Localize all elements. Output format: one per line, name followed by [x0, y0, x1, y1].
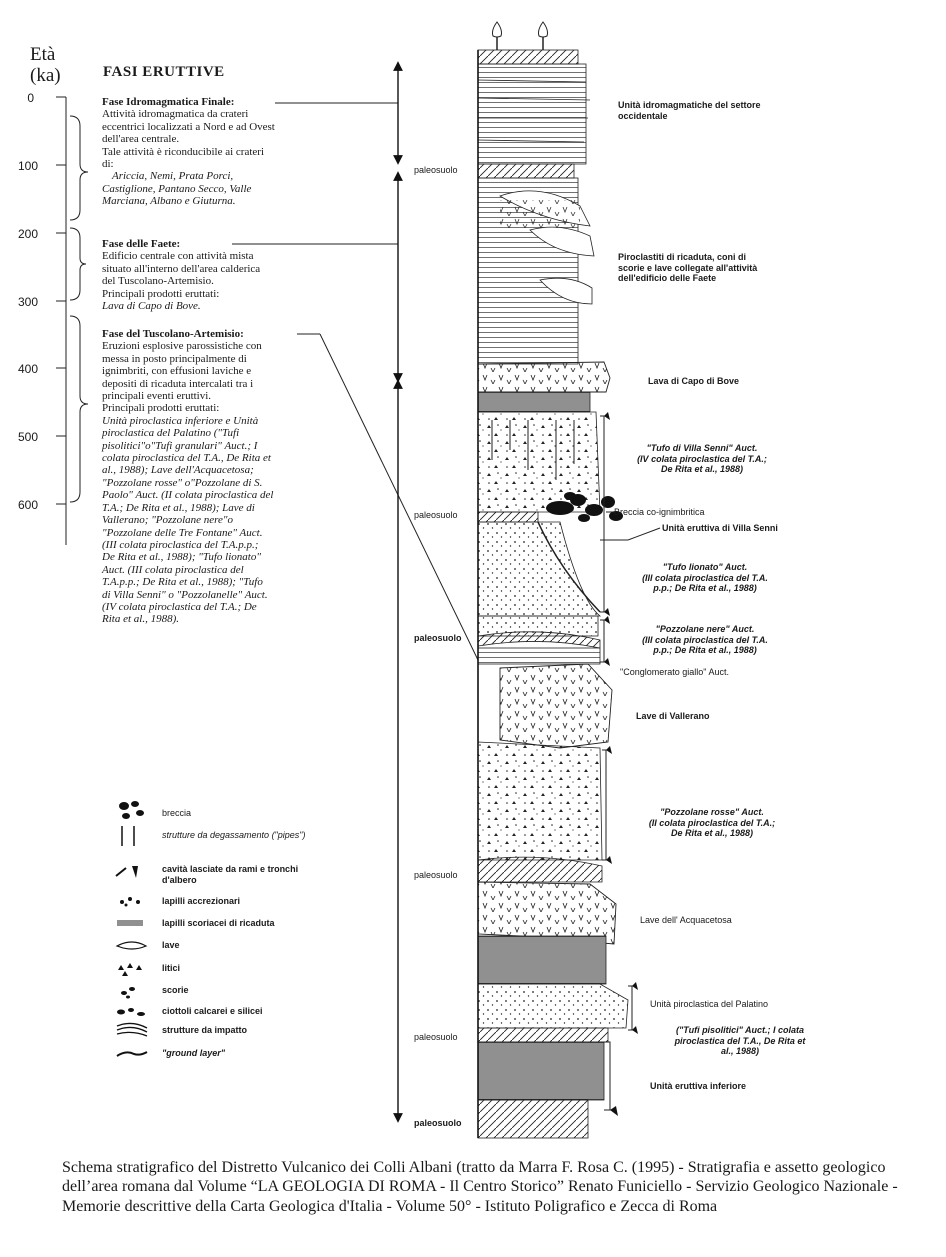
phase-title: Fase Idromagmatica Finale: [102, 96, 235, 108]
phase-line: messa in posto principalmente di [102, 352, 247, 365]
unit-line: ("Tufi pisolitici" Auct.; I colata [675, 1025, 805, 1035]
phase-line: ignimbriti, con effusioni laviche e [102, 365, 252, 378]
phase-line: Tale attività è riconducibile ai crateri [102, 145, 265, 158]
phase-line: al., 1988); Lave dell'Acquacetosa; [102, 464, 254, 477]
lava-icon [117, 942, 146, 949]
legend-label-scoria-lapilli: lapilli scoriacei di ricaduta [162, 918, 275, 928]
unit-label-idromagmatiche [618, 100, 808, 121]
stratigraphic-column [478, 22, 628, 1138]
phase-line: "Pozzolane delle Tre Fontane" Auct. [102, 526, 263, 539]
scoria-lapilli-icon [117, 920, 143, 926]
brace-tuscolano [70, 316, 88, 502]
phase-line: Principali prodotti eruttati: [102, 402, 220, 415]
age-tick-300: 300 [17, 295, 38, 309]
unit-label-tufo-lionato [610, 562, 800, 594]
ground-layer-icon [117, 1052, 147, 1056]
unit-label-villa-senni [662, 523, 882, 534]
unit-line: Lava di Capo di Bove [648, 376, 740, 386]
legend-label-pipes: strutture da degassamento ("pipes") [162, 830, 306, 840]
unit-line: De Rita et al., 1988) [660, 464, 744, 474]
legend-icons [116, 801, 147, 1056]
unit-label-eruttiva-inferiore [650, 1081, 830, 1092]
unit-line: piroclastica del T.A., De Rita et [674, 1035, 806, 1046]
phase-line: Auct. (III colata piroclastica del [102, 563, 244, 576]
legend-label-lava: lave [162, 940, 180, 950]
legend-label-accretionary: lapilli accrezionari [162, 896, 241, 906]
legend-label-lithics: litici [162, 963, 181, 973]
phase-line: dell'area centrale. [102, 133, 180, 146]
phase-line: Castiglione, Pantano Secco, Valle [102, 182, 252, 195]
unit-label-breccia [614, 507, 764, 518]
paleosuolo-label: paleosuolo [414, 510, 458, 520]
phases-title: FASI ERUTTIVE [103, 64, 225, 80]
phase-line: T.A.p.p.; De Rita et al., 1988); "Tufo [102, 576, 263, 589]
age-tick-200: 200 [17, 227, 38, 241]
phase-line: Unità piroclastica inferiore e Unità [102, 414, 259, 427]
phase-line: Paolo" Auct. (II colata piroclastica del [102, 489, 274, 502]
unit-line: occidentale [618, 110, 668, 121]
unit-line: Breccia co-ignimbritica [614, 507, 705, 517]
unit-line: Unità eruttiva inferiore [650, 1081, 747, 1091]
age-tick-100: 100 [17, 159, 38, 173]
unit-label-capo-di-bove [648, 376, 798, 387]
phase-line: pisolitici"o"Tufi granulari" Auct.; I [102, 439, 258, 452]
unit-label-pozzolane-rosse [612, 807, 812, 839]
paleosuolo-label: paleosuolo [414, 870, 458, 880]
phase-line: Eruzioni esplosive parossistiche con [102, 340, 262, 353]
legend-label-tree-cavity [162, 864, 298, 885]
legend-label-pebbles: ciottoli calcarei e silicei [162, 1006, 263, 1016]
phase-title: Fase del Tuscolano-Artemisio: [102, 328, 244, 340]
legend-label-impact: strutture da impatto [162, 1025, 248, 1035]
age-tick-400: 400 [17, 362, 38, 376]
phase-line: di Villa Senni" o "Pozzolanelle" Auct. [102, 588, 268, 601]
unit-label-faete [618, 252, 818, 284]
unit-line: (III colata piroclastica del T.A. [642, 634, 768, 645]
tree-cavity-icon [116, 866, 138, 878]
scoria-icon [121, 987, 135, 999]
unit-label-palatino [650, 999, 830, 1010]
unit-label-acquacetosa [640, 915, 800, 926]
unit-line: (III colata piroclastica del T.A. [642, 572, 768, 583]
tree-icon [493, 22, 502, 50]
phase-line: principali eventi eruttivi. [102, 390, 212, 403]
tree-icon [539, 22, 548, 50]
unit-label-vallerano [636, 711, 786, 722]
age-tick-0: 0 [27, 91, 34, 105]
unit-line: Lave dell' Acquacetosa [640, 915, 732, 925]
legend-label-line: cavità lasciate da rami e tronchi [162, 864, 299, 874]
pebbles-icon [117, 1008, 145, 1016]
phase-line: T.A.; De Rita et al., 1988); Lave di [102, 501, 255, 514]
paleosuolo-label: paleosuolo [414, 633, 462, 643]
unit-line: (II colata piroclastica del T.A.; [648, 817, 776, 828]
unit-line: dell'edificio delle Faete [618, 273, 717, 283]
phase-line: De Rita et al., 1988); "Tufo lionato" [102, 551, 261, 564]
unit-line: p.p.; De Rita et al., 1988) [653, 583, 757, 593]
unit-line: "Tufo lionato" Auct. [662, 562, 748, 572]
unit-line: scorie e lave collegate all'attività [618, 262, 758, 273]
age-tick-600: 600 [17, 498, 38, 512]
unit-line: p.p.; De Rita et al., 1988) [653, 645, 757, 655]
unit-line: "Tufo di Villa Senni" Auct. [646, 443, 758, 453]
phase-line: eccentrici localizzati a Nord e ad Ovest [102, 120, 275, 133]
legend-label-ground-layer: "ground layer" [162, 1048, 226, 1058]
paleosuolo-label: paleosuolo [414, 1032, 458, 1042]
breccia-icon [119, 801, 144, 819]
lithics-icon [118, 963, 142, 976]
phase-line: Lava di Capo di Bove. [102, 300, 201, 313]
paleosuolo-label: paleosuolo [414, 165, 458, 175]
unit-line: "Pozzolane rosse" Auct. [660, 807, 764, 817]
unit-line: "Pozzolane nere" Auct. [655, 624, 755, 634]
unit-line: Unità idromagmatiche del settore [618, 100, 761, 110]
phase-line: Rita et al., 1988). [102, 613, 179, 626]
brace-faete [70, 228, 86, 300]
phase-line: Ariccia, Nemi, Prata Porci, [112, 170, 234, 183]
figure-caption: Schema stratigrafico del Distretto Vulcanico dei Colli Albani (tratto da Marra F. Rosa C. (1995) - Stratigrafia e assetto geologico dell’area romana dal Volume “LA GEOLOGIA DI ROMA - Il Centro Storico” Renato Funiciello - Servizio Geologico Nazionale - Memorie descrittive della Carta Geologica d'Italia - Volume 50° - Istituto Poligrafico e Zecca di Roma [62, 1159, 898, 1215]
age-tick-500: 500 [17, 430, 38, 444]
legend-label-breccia: breccia [162, 808, 192, 818]
phase-line: di: [102, 158, 114, 171]
paleosuolo-label: paleosuolo [414, 1118, 462, 1128]
phase-line: "Pozzolane rosse" o"Pozzolane di S. [102, 476, 263, 489]
unit-line: Unità piroclastica del Palatino [650, 999, 769, 1009]
legend-label-scoria: scorie [162, 985, 189, 995]
unit-line: Lave di Vallerano [636, 711, 710, 721]
pipes-icon [122, 826, 134, 846]
unit-label-villa-senni-tuff [612, 443, 792, 475]
unit-line: Piroclastiti di ricaduta, coni di [618, 252, 747, 262]
phase-line: Attività idromagmatica da crateri [102, 108, 249, 121]
phase-title: Fase delle Faete: [102, 238, 181, 250]
unit-line: (IV colata piroclastica del T.A.; [637, 453, 767, 464]
unit-label-pozzolane-nere [610, 624, 800, 656]
unit-line: De Rita et al., 1988) [670, 828, 754, 838]
phase-line: situato all'interno dell'area calderica [102, 262, 261, 275]
brace-idromagmatica [70, 116, 88, 220]
phase-line: Edificio centrale con attività mista [102, 250, 254, 263]
impact-icon [117, 1023, 147, 1036]
phase-line: piroclastica del Palatino ("Tufi [102, 427, 240, 440]
unit-line: Unità eruttiva di Villa Senni [662, 523, 778, 533]
unit-label-tufi-pisolitici [640, 1025, 840, 1057]
phase-line: depositi di ricaduta intercalati tra i [102, 377, 254, 390]
phase-line: del Tuscolano-Artemisio. [102, 275, 214, 288]
phase-line: Principali prodotti eruttati: [102, 287, 220, 300]
phase-line: Marciana, Albano e Giuturna. [102, 195, 236, 208]
phase-line: (III colata piroclastica del T.A.p.p.; [102, 538, 259, 551]
phase-line: Vallerano; "Pozzolane nere"o [102, 514, 234, 527]
age-axis [56, 97, 88, 545]
unit-line: al., 1988) [720, 1046, 760, 1056]
accretionary-lapilli-icon [120, 897, 140, 907]
unit-label-conglomerato [620, 667, 800, 678]
age-axis-title-line1: Età [30, 44, 56, 65]
phase-line: (IV colata piroclastica del T.A.; De [102, 600, 257, 613]
legend-label-line: d'albero [162, 874, 197, 885]
unit-line: "Conglomerato giallo" Auct. [620, 667, 729, 677]
age-axis-title-line2: (ka) [30, 65, 61, 86]
phase-line: colata piroclastica del T.A., De Rita et [102, 452, 271, 465]
